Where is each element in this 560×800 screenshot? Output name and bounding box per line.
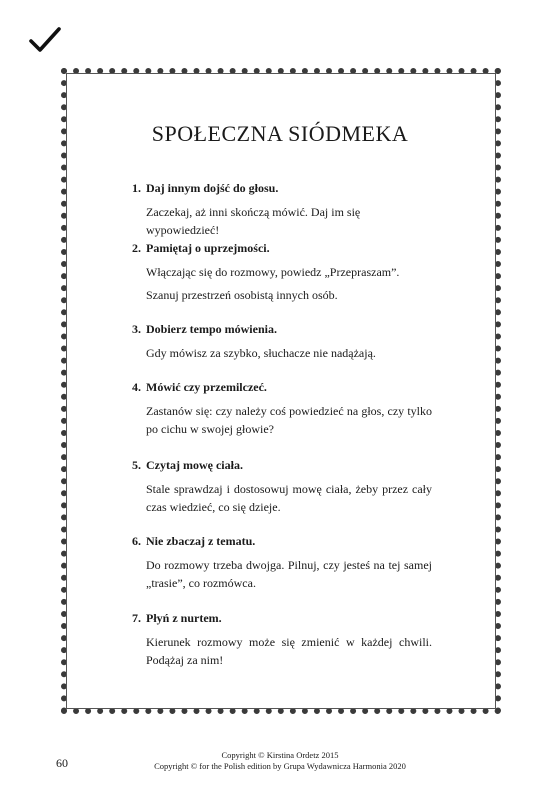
rule-heading-text: Daj innym dojść do głosu. xyxy=(146,181,279,195)
rule-heading xyxy=(132,180,432,196)
copyright-line: Copyright © for the Polish edition by Grupa Wydawnicza Harmonia 2020 xyxy=(154,761,406,771)
rule-number: 3. xyxy=(132,322,141,336)
copyright-notice xyxy=(0,750,560,772)
rule-item xyxy=(132,533,432,593)
rule-item xyxy=(132,379,432,439)
rule-text: Włączając się do rozmowy, powiedz „Przepraszam”. xyxy=(146,265,400,279)
rule-item xyxy=(132,457,432,517)
rule-heading xyxy=(132,457,432,473)
rule-number: 1. xyxy=(132,181,141,195)
rule-text: Gdy mówisz za szybko, słuchacze nie nadążają. xyxy=(146,346,376,360)
rule-text: Zaczekaj, aż inni skończą mówić. Daj im się wypowiedzieć! xyxy=(146,205,361,237)
rule-heading xyxy=(132,533,432,549)
rule-text: Do rozmowy trzeba dwojga. Pilnuj, czy jesteś na tej samej „trasie”, co rozmówca. xyxy=(146,558,432,590)
rule-heading xyxy=(132,610,432,626)
rule-heading-text: Płyń z nurtem. xyxy=(146,611,222,625)
rule-number: 5. xyxy=(132,458,141,472)
rule-number: 2. xyxy=(132,241,141,255)
rule-item xyxy=(132,321,432,367)
rule-heading xyxy=(132,321,432,337)
rule-text: Kierunek rozmowy może się zmienić w każdej chwili. Podążaj za nim! xyxy=(146,635,432,667)
page-number: 60 xyxy=(56,756,68,770)
checkmark-icon xyxy=(28,26,62,54)
copyright-line: Copyright © Kirstina Ordetz 2015 xyxy=(221,750,339,760)
rule-number: 7. xyxy=(132,611,141,625)
rule-heading-text: Pamiętaj o uprzejmości. xyxy=(146,241,270,255)
rule-text: Zastanów się: czy należy coś powiedzieć na głos, czy tylko po cichu w swojej głowie? xyxy=(146,404,432,436)
rule-item xyxy=(132,240,432,309)
rule-number: 6. xyxy=(132,534,141,548)
rule-heading xyxy=(132,240,432,256)
rule-text: Szanuj przestrzeń osobistą innych osób. xyxy=(146,288,338,302)
rule-item xyxy=(132,610,432,670)
page-title: SPOŁECZNA SIÓDMEKA xyxy=(151,121,409,146)
rule-heading xyxy=(132,379,432,395)
rule-heading-text: Mówić czy przemilczeć. xyxy=(146,380,267,394)
rule-heading-text: Dobierz tempo mówienia. xyxy=(146,322,277,336)
rule-number: 4. xyxy=(132,380,141,394)
rule-item xyxy=(132,180,432,244)
rule-heading-text: Nie zbaczaj z tematu. xyxy=(146,534,256,548)
rule-heading-text: Czytaj mowę ciała. xyxy=(146,458,243,472)
rule-text: Stale sprawdzaj i dostosowuj mowę ciała, żeby przez cały czas wiedzieć, co się dzieje. xyxy=(146,482,432,514)
